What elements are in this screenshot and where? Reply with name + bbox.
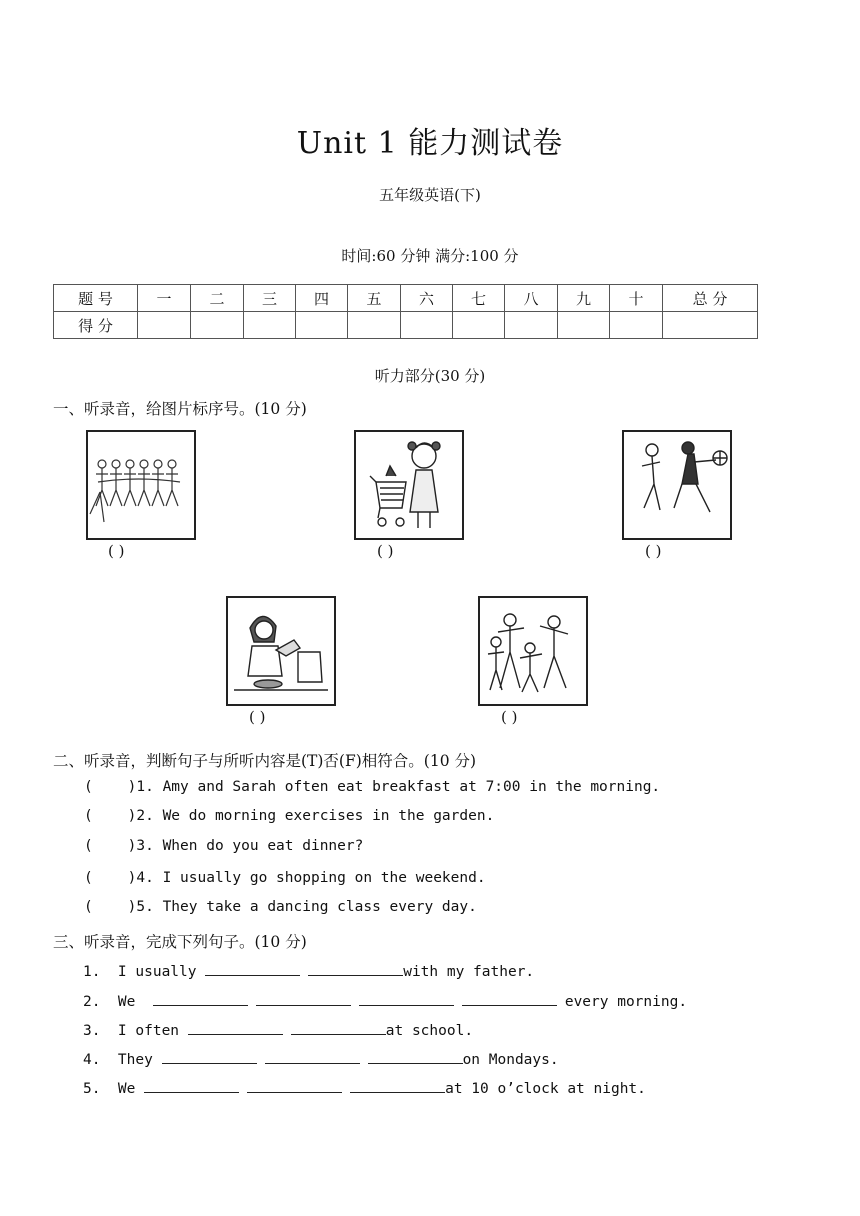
- shopping-girl-picture: [354, 430, 464, 540]
- answer-blank[interactable]: [247, 1078, 342, 1093]
- answer-paren[interactable]: ( ): [645, 542, 662, 560]
- sentence-suffix: at school.: [385, 1023, 474, 1039]
- answer-paren[interactable]: ( ): [501, 708, 518, 726]
- fill-sentence-5: [83, 1078, 646, 1097]
- time-info: 时间:60 分钟 满分:100 分: [341, 247, 519, 265]
- girl-eating-picture: [226, 596, 336, 706]
- listening-section-title: 听力部分(30 分): [374, 367, 486, 385]
- sentence-suffix: at 10 o’clock at night.: [445, 1081, 646, 1097]
- answer-paren[interactable]: ( ): [377, 542, 394, 560]
- answer-blank[interactable]: [265, 1049, 360, 1064]
- score-table-score-row: [54, 312, 758, 339]
- table-cell: 六: [401, 285, 453, 312]
- table-cell: 十: [610, 285, 663, 312]
- tf-item[interactable]: ( )2. We do morning exercises in the garden.: [84, 808, 495, 824]
- fill-sentence-2: [83, 991, 687, 1010]
- answer-blank[interactable]: [291, 1020, 386, 1035]
- answer-blank[interactable]: [256, 991, 351, 1006]
- tf-item[interactable]: ( )4. I usually go shopping on the weekend.: [84, 870, 486, 886]
- answer-blank[interactable]: [144, 1078, 239, 1093]
- answer-blank[interactable]: [368, 1049, 463, 1064]
- score-input-cell[interactable]: [558, 312, 610, 339]
- q2-heading: 二、听录音，判断句子与所听内容是(T)否(F)相符合。(10 分): [53, 752, 477, 770]
- score-input-cell[interactable]: [296, 312, 348, 339]
- q1-heading: 一、听录音，给图片标序号。(10 分): [53, 400, 307, 418]
- score-table: [53, 284, 758, 339]
- table-cell: 题 号: [54, 285, 138, 312]
- table-cell: 总 分: [663, 285, 758, 312]
- sentence-suffix: with my father.: [403, 964, 535, 980]
- answer-blank[interactable]: [153, 991, 248, 1006]
- score-input-cell[interactable]: [663, 312, 758, 339]
- score-input-cell[interactable]: [453, 312, 505, 339]
- fill-sentence-4: [83, 1049, 559, 1068]
- sentence-prefix: 4. They: [83, 1052, 162, 1068]
- score-input-cell[interactable]: [138, 312, 191, 339]
- page-title: Unit 1 能力测试卷: [296, 126, 564, 161]
- tf-item[interactable]: ( )3. When do you eat dinner?: [84, 838, 364, 854]
- q3-heading: 三、听录音，完成下列句子。(10 分): [53, 933, 307, 951]
- table-cell: 四: [296, 285, 348, 312]
- sentence-prefix: 5. We: [83, 1081, 145, 1097]
- score-input-cell[interactable]: [401, 312, 453, 339]
- answer-paren[interactable]: ( ): [249, 708, 266, 726]
- fill-sentence-1: [83, 961, 534, 980]
- score-input-cell[interactable]: [191, 312, 244, 339]
- table-cell: 得 分: [54, 312, 138, 339]
- table-cell: 二: [191, 285, 244, 312]
- table-cell: 九: [558, 285, 610, 312]
- table-cell: 五: [348, 285, 401, 312]
- basketball-players-picture: [622, 430, 732, 540]
- grade-subtitle: 五年级英语(下): [379, 186, 481, 204]
- score-input-cell[interactable]: [348, 312, 401, 339]
- tf-item[interactable]: ( )5. They take a dancing class every day.: [84, 899, 477, 915]
- answer-blank[interactable]: [462, 991, 557, 1006]
- table-cell: 八: [505, 285, 558, 312]
- morning-exercises-picture: [478, 596, 588, 706]
- score-input-cell[interactable]: [610, 312, 663, 339]
- answer-blank[interactable]: [350, 1078, 445, 1093]
- tf-item[interactable]: ( )1. Amy and Sarah often eat breakfast at 7:00 in the morning.: [84, 779, 661, 795]
- sentence-prefix: 2. We: [83, 994, 153, 1010]
- fill-sentence-3: [83, 1020, 473, 1039]
- score-table-header-row: [54, 285, 758, 312]
- table-cell: 三: [244, 285, 296, 312]
- answer-blank[interactable]: [188, 1020, 283, 1035]
- answer-paren[interactable]: ( ): [108, 542, 125, 560]
- table-cell: 一: [138, 285, 191, 312]
- table-cell: 七: [453, 285, 505, 312]
- sentence-suffix: every morning.: [564, 994, 688, 1010]
- dancing-class-picture: [86, 430, 196, 540]
- answer-blank[interactable]: [308, 961, 403, 976]
- sentence-prefix: 3. I often: [83, 1023, 188, 1039]
- answer-blank[interactable]: [162, 1049, 257, 1064]
- score-input-cell[interactable]: [505, 312, 558, 339]
- sentence-prefix: 1. I usually: [83, 964, 206, 980]
- answer-blank[interactable]: [359, 991, 454, 1006]
- answer-blank[interactable]: [205, 961, 300, 976]
- score-input-cell[interactable]: [244, 312, 296, 339]
- sentence-suffix: on Mondays.: [462, 1052, 559, 1068]
